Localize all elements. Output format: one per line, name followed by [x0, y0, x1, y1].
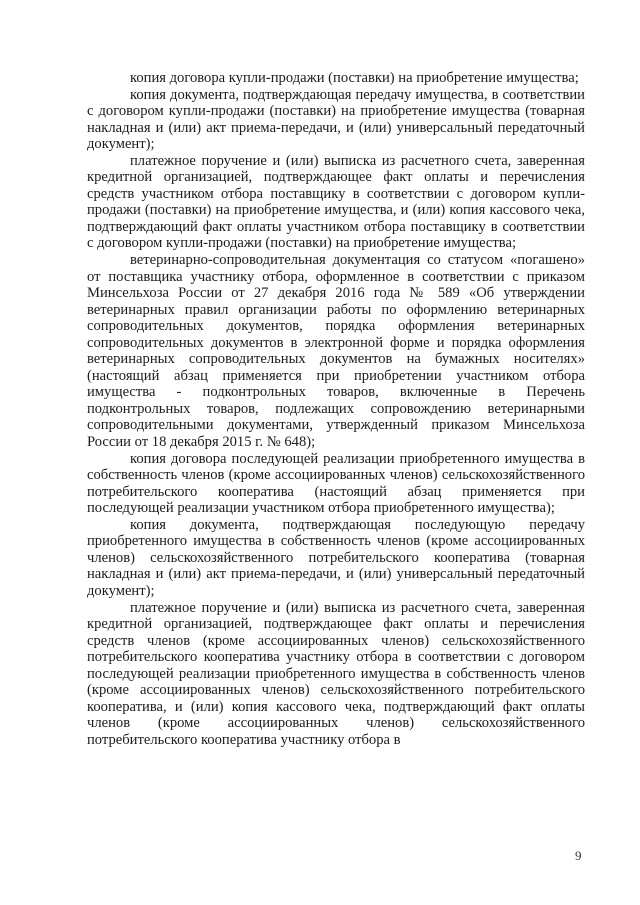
- paragraph-payment-order: платежное поручение и (или) выписка из расчетного счета, заверенная кредитной организацией, подтверждающее факт оплаты и перечисления средств участником отбора поставщику в соответствии с договором купли-продажи (поставки) на приобретение имущества, и (или) копия кассового чека, подтверждающий факт оплаты участником отбора поставщику в соответствии с договором купли-продажи (поставки) на приобретение имущества;: [87, 152, 585, 252]
- paragraph-veterinary-documentation: ветеринарно-сопроводительная документация со статусом «погашено» от поставщика участнику отбора, оформленное в соответствии с приказом Минсельхоза России от 27 декабря 2016 года № 589 «Об утверждении ветеринарных правил организации работы по оформлению ветеринарных сопроводительных документов, порядка оформления ветеринарных сопроводительных документов в электронной форме и порядка оформления ветеринарных сопроводительных документов на бумажных носителях» (настоящий абзац применяется при приобретении участником отбора имущества - подконтрольных товаров, включенные в Перечень подконтрольных товаров, подлежащих сопровождению ветеринарными сопроводительными документами, утвержденный приказом Минсельхоза России от 18 декабря 2015 г. № 648);: [87, 252, 585, 451]
- document-body: [87, 70, 585, 748]
- paragraph-resale-transfer-document: копия документа, подтверждающая последующую передачу приобретенного имущества в собственность членов (кроме ассоциированных членов) сельскохозяйственного потребительского кооператива (товарная накладная и (или) акт приема-передачи, и (или) универсальный передаточный документ);: [87, 516, 585, 599]
- paragraph-members-payment-order: платежное поручение и (или) выписка из расчетного счета, заверенная кредитной организацией, подтверждающее факт оплаты и перечисления средств членов (кроме ассоциированных членов) сельскохозяйственного потребительского кооператива участнику отбора в соответствии с договором последующей реализации приобретенного имущества в собственность членов (кроме ассоциированных членов) сельскохозяйственного потребительского кооператива, и (или) копия кассового чека, подтверждающий факт оплаты членов (кроме ассоциированных членов) сельскохозяйственного потребительского кооператива участнику отбора в: [87, 599, 585, 748]
- paragraph-contract-copy: копия договора купли-продажи (поставки) на приобретение имущества;: [130, 70, 579, 86]
- page-number: 9: [575, 848, 582, 863]
- paragraph-resale-contract-copy: копия договора последующей реализации приобретенного имущества в собственность членов (кроме ассоциированных членов) сельскохозяйственного потребительского кооператива (настоящий абзац применяется при последующей реализации участником отбора приобретенного имущества);: [87, 450, 585, 517]
- paragraph-transfer-document-copy: копия документа, подтверждающая передачу имущества, в соответствии с договором купли-продажи (поставки) на приобретение имущества (товарная накладная и (или) акт приема-передачи, и (или) универсальный передаточный документ);: [87, 86, 585, 153]
